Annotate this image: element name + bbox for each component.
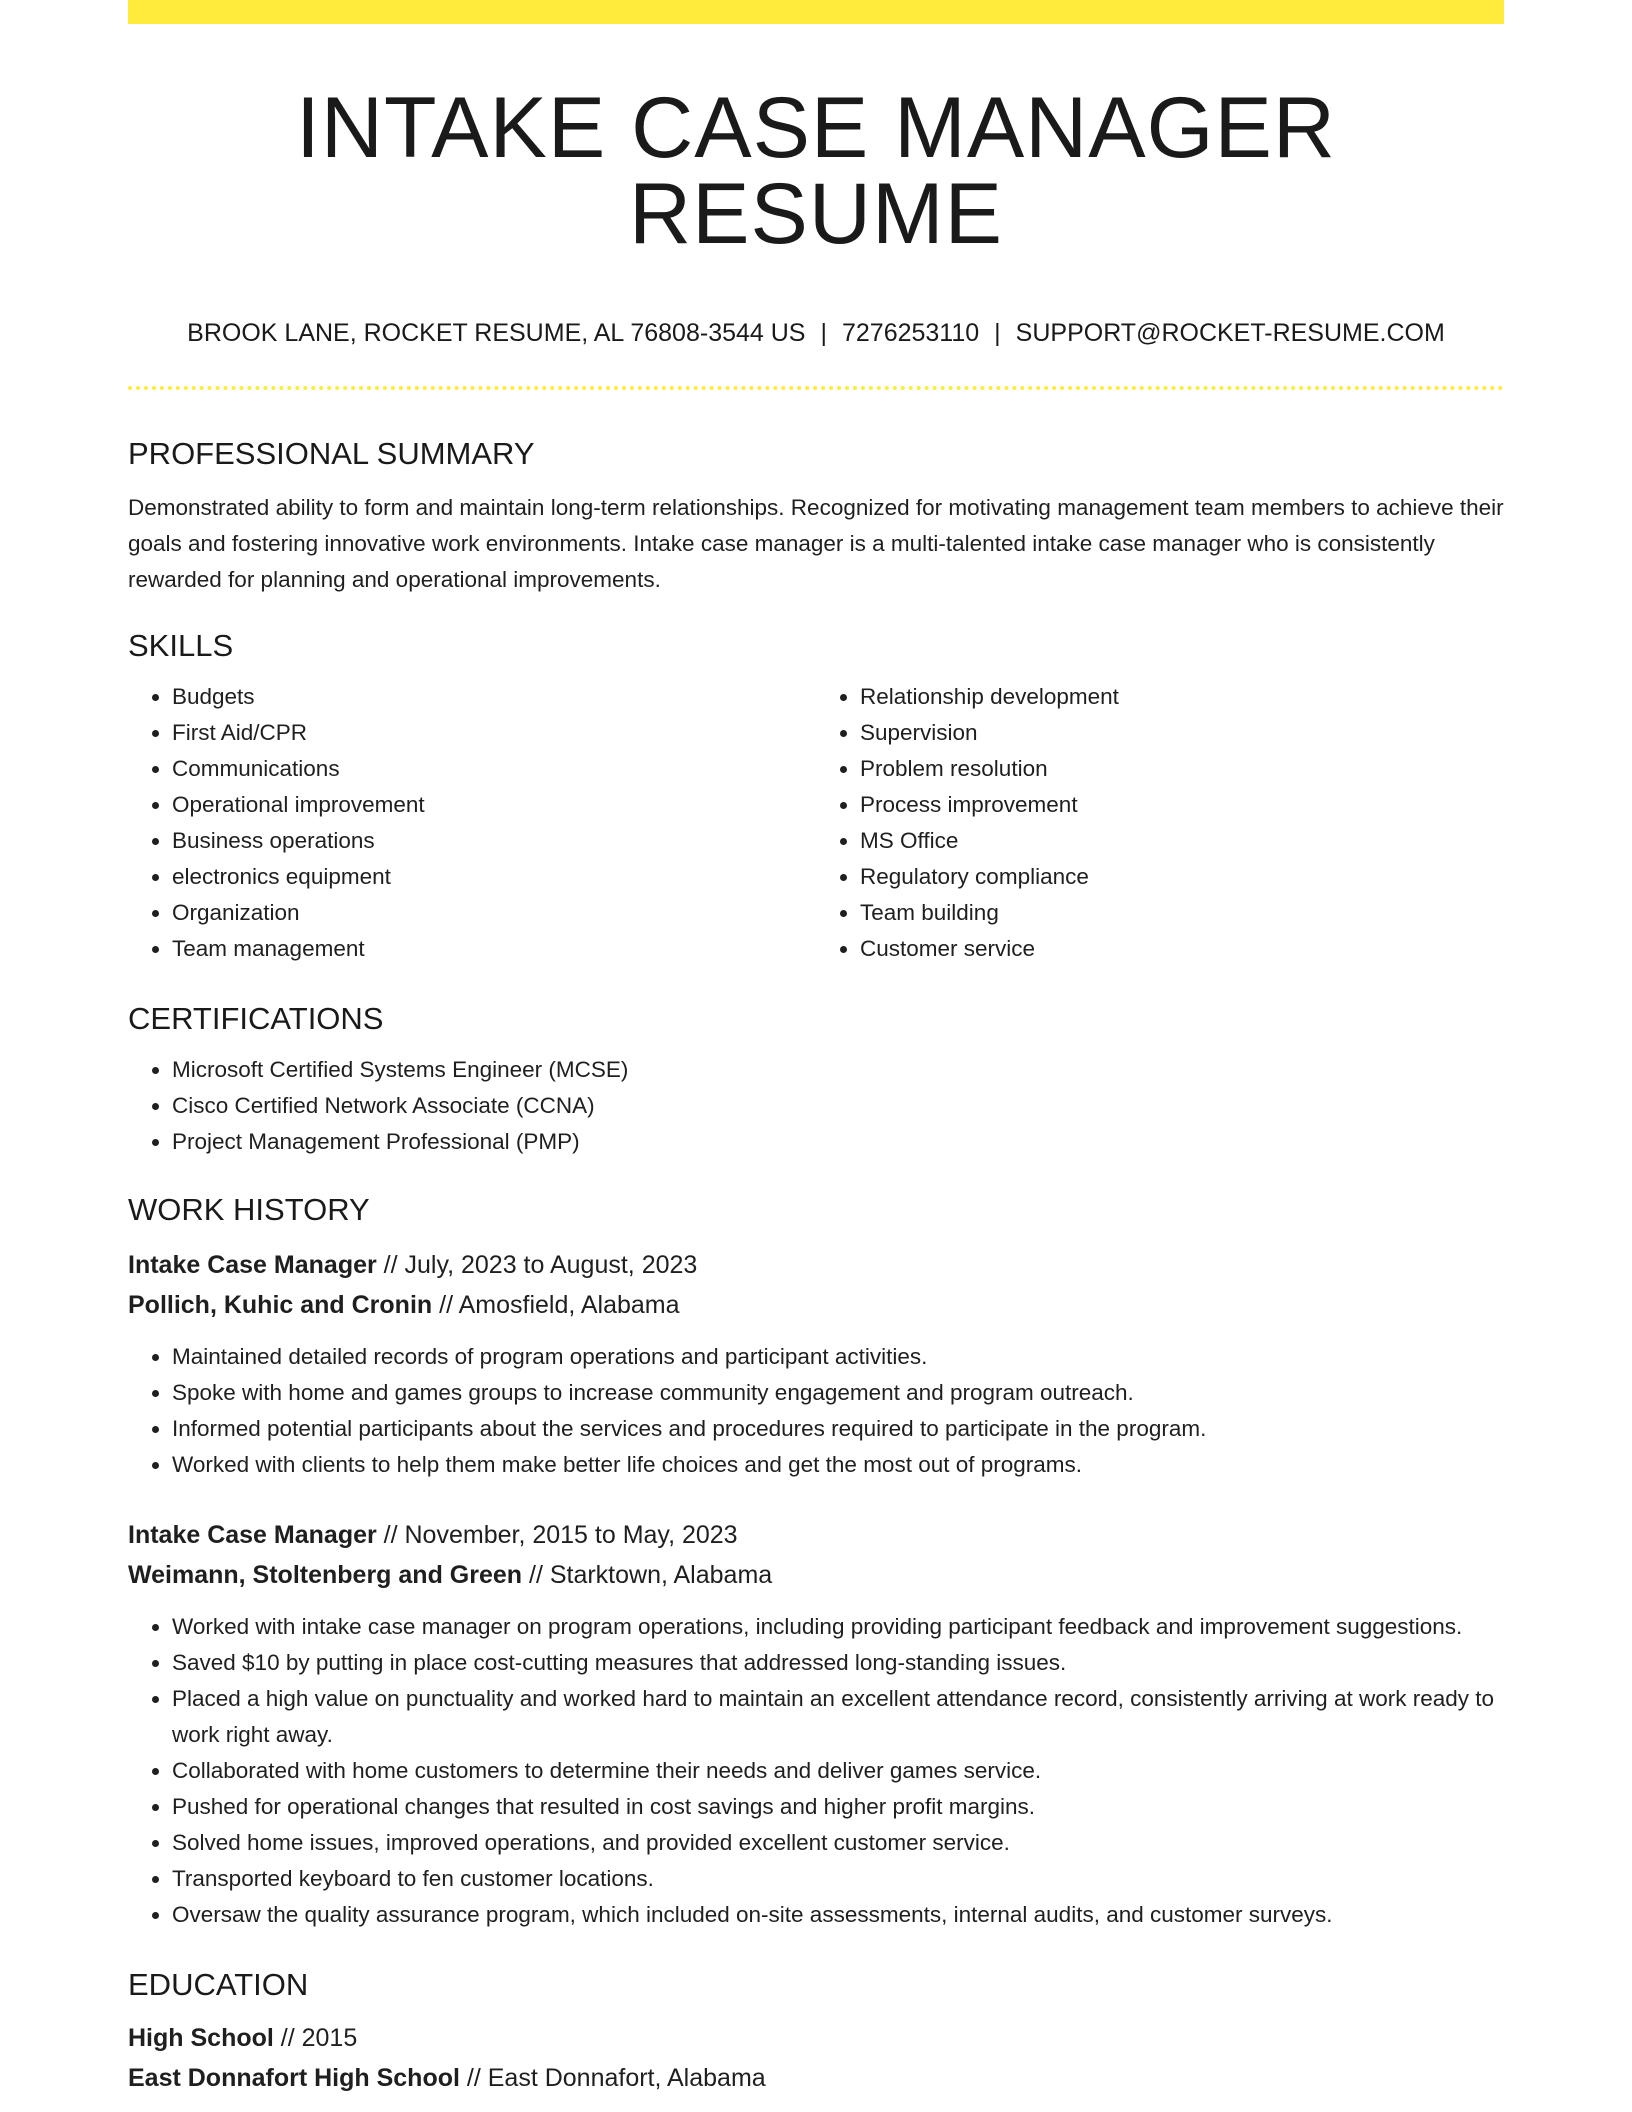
top-accent-bar <box>128 0 1504 24</box>
contact-address: BROOK LANE, ROCKET RESUME, AL 76808-3544 US <box>187 319 806 347</box>
skill-item: • Process improvement <box>860 787 1504 823</box>
skill-item: • MS Office <box>860 823 1504 859</box>
education-school-line <box>128 2058 1504 2098</box>
certification-item: • Cisco Certified Network Associate (CCNA) <box>172 1088 1504 1124</box>
education-location: // East Donnafort, Alabama <box>459 2064 766 2092</box>
summary-heading: PROFESSIONAL SUMMARY <box>128 436 535 471</box>
skill-item: • Team building <box>860 895 1504 931</box>
job-bullet: • Maintained detailed records of program operations and participant activities. <box>172 1339 1504 1375</box>
header-divider <box>128 386 1504 390</box>
education-degree-line <box>128 2018 1504 2058</box>
skills-grid <box>128 679 1504 967</box>
job-title-line <box>128 1515 1504 1555</box>
job-bullet: • Transported keyboard to fen customer locations. <box>172 1861 1504 1897</box>
skill-item: • Operational improvement <box>172 787 816 823</box>
skill-item: • Relationship development <box>860 679 1504 715</box>
skill-item: • Budgets <box>172 679 816 715</box>
job-bullet: • Placed a high value on punctuality and worked hard to maintain an excellent attendance record, consistently arriving at work ready to work right away. <box>172 1681 1504 1753</box>
job-bullet: • Spoke with home and games groups to increase community engagement and program outreach. <box>172 1375 1504 1411</box>
education-degree: High School <box>128 2024 274 2052</box>
education-heading: EDUCATION <box>128 1967 309 2002</box>
skill-item: • Communications <box>172 751 816 787</box>
job-company-line <box>128 1555 1504 1595</box>
job-bullet: • Collaborated with home customers to determine their needs and deliver games service. <box>172 1753 1504 1789</box>
skill-item: • Team management <box>172 931 816 967</box>
contact-phone: 7276253110 <box>841 319 980 347</box>
education-school: East Donnafort High School <box>128 2064 460 2092</box>
job-bullet: • Informed potential participants about the services and procedures required to participate in the program. <box>172 1411 1504 1447</box>
job-dates: // July, 2023 to August, 2023 <box>376 1251 698 1279</box>
job-title: Intake Case Manager <box>128 1521 377 1549</box>
job-bullet: • Worked with intake case manager on program operations, including providing participant feedback and improvement suggestions. <box>172 1609 1504 1645</box>
job-bullet: • Pushed for operational changes that resulted in cost savings and higher profit margins. <box>172 1789 1504 1825</box>
job-entry <box>128 1245 1504 1483</box>
skill-item: • Business operations <box>172 823 816 859</box>
job-title: Intake Case Manager <box>128 1251 377 1279</box>
summary-text: Demonstrated ability to form and maintain long-term relationships. Recognized for motivating management team members to achieve their goals and fostering innovative work environments. Intake case manager is a multi-talented intake case manager who is consistently rewarded for planning and operational improvements. <box>128 495 1504 592</box>
job-company-line <box>128 1285 1504 1325</box>
certification-item: • Project Management Professional (PMP) <box>172 1124 1504 1160</box>
job-bullets <box>128 1339 1504 1483</box>
work-history-heading: WORK HISTORY <box>128 1192 370 1227</box>
job-bullet: • Oversaw the quality assurance program, which included on-site assessments, internal audits, and customer surveys. <box>172 1897 1504 1933</box>
skills-list-right <box>816 679 1504 967</box>
skill-item: • Customer service <box>860 931 1504 967</box>
skill-item: • First Aid/CPR <box>172 715 816 751</box>
education-year: // 2015 <box>273 2024 358 2052</box>
skill-item: • Problem resolution <box>860 751 1504 787</box>
job-bullet: • Saved $10 by putting in place cost-cutting measures that addressed long-standing issues. <box>172 1645 1504 1681</box>
skill-item: • Supervision <box>860 715 1504 751</box>
resume-page <box>128 0 1504 2098</box>
skills-list-left <box>128 679 816 967</box>
job-company: Pollich, Kuhic and Cronin <box>128 1291 433 1319</box>
job-company: Weimann, Stoltenberg and Green <box>128 1561 523 1589</box>
certifications-list <box>128 1052 1504 1160</box>
job-bullets <box>128 1609 1504 1933</box>
job-location: // Starktown, Alabama <box>522 1561 773 1589</box>
education-entry <box>128 2018 1504 2098</box>
certifications-heading: CERTIFICATIONS <box>128 1001 384 1036</box>
skill-item: • electronics equipment <box>172 859 816 895</box>
job-entry <box>128 1515 1504 1933</box>
contact-line <box>128 321 1504 346</box>
skill-item: • Organization <box>172 895 816 931</box>
resume-title: INTAKE CASE MANAGER RESUME <box>295 80 1337 262</box>
contact-email: SUPPORT@ROCKET-RESUME.COM <box>1015 319 1445 347</box>
skills-heading: SKILLS <box>128 628 234 663</box>
job-location: // Amosfield, Alabama <box>432 1291 680 1319</box>
job-dates: // November, 2015 to May, 2023 <box>376 1521 738 1549</box>
job-bullet: • Solved home issues, improved operations, and provided excellent customer service. <box>172 1825 1504 1861</box>
contact-separator: | <box>820 319 827 347</box>
job-title-line <box>128 1245 1504 1285</box>
contact-separator: | <box>994 319 1001 347</box>
job-bullet: • Worked with clients to help them make better life choices and get the most out of programs. <box>172 1447 1504 1483</box>
certification-item: • Microsoft Certified Systems Engineer (MCSE) <box>172 1052 1504 1088</box>
skill-item: • Regulatory compliance <box>860 859 1504 895</box>
